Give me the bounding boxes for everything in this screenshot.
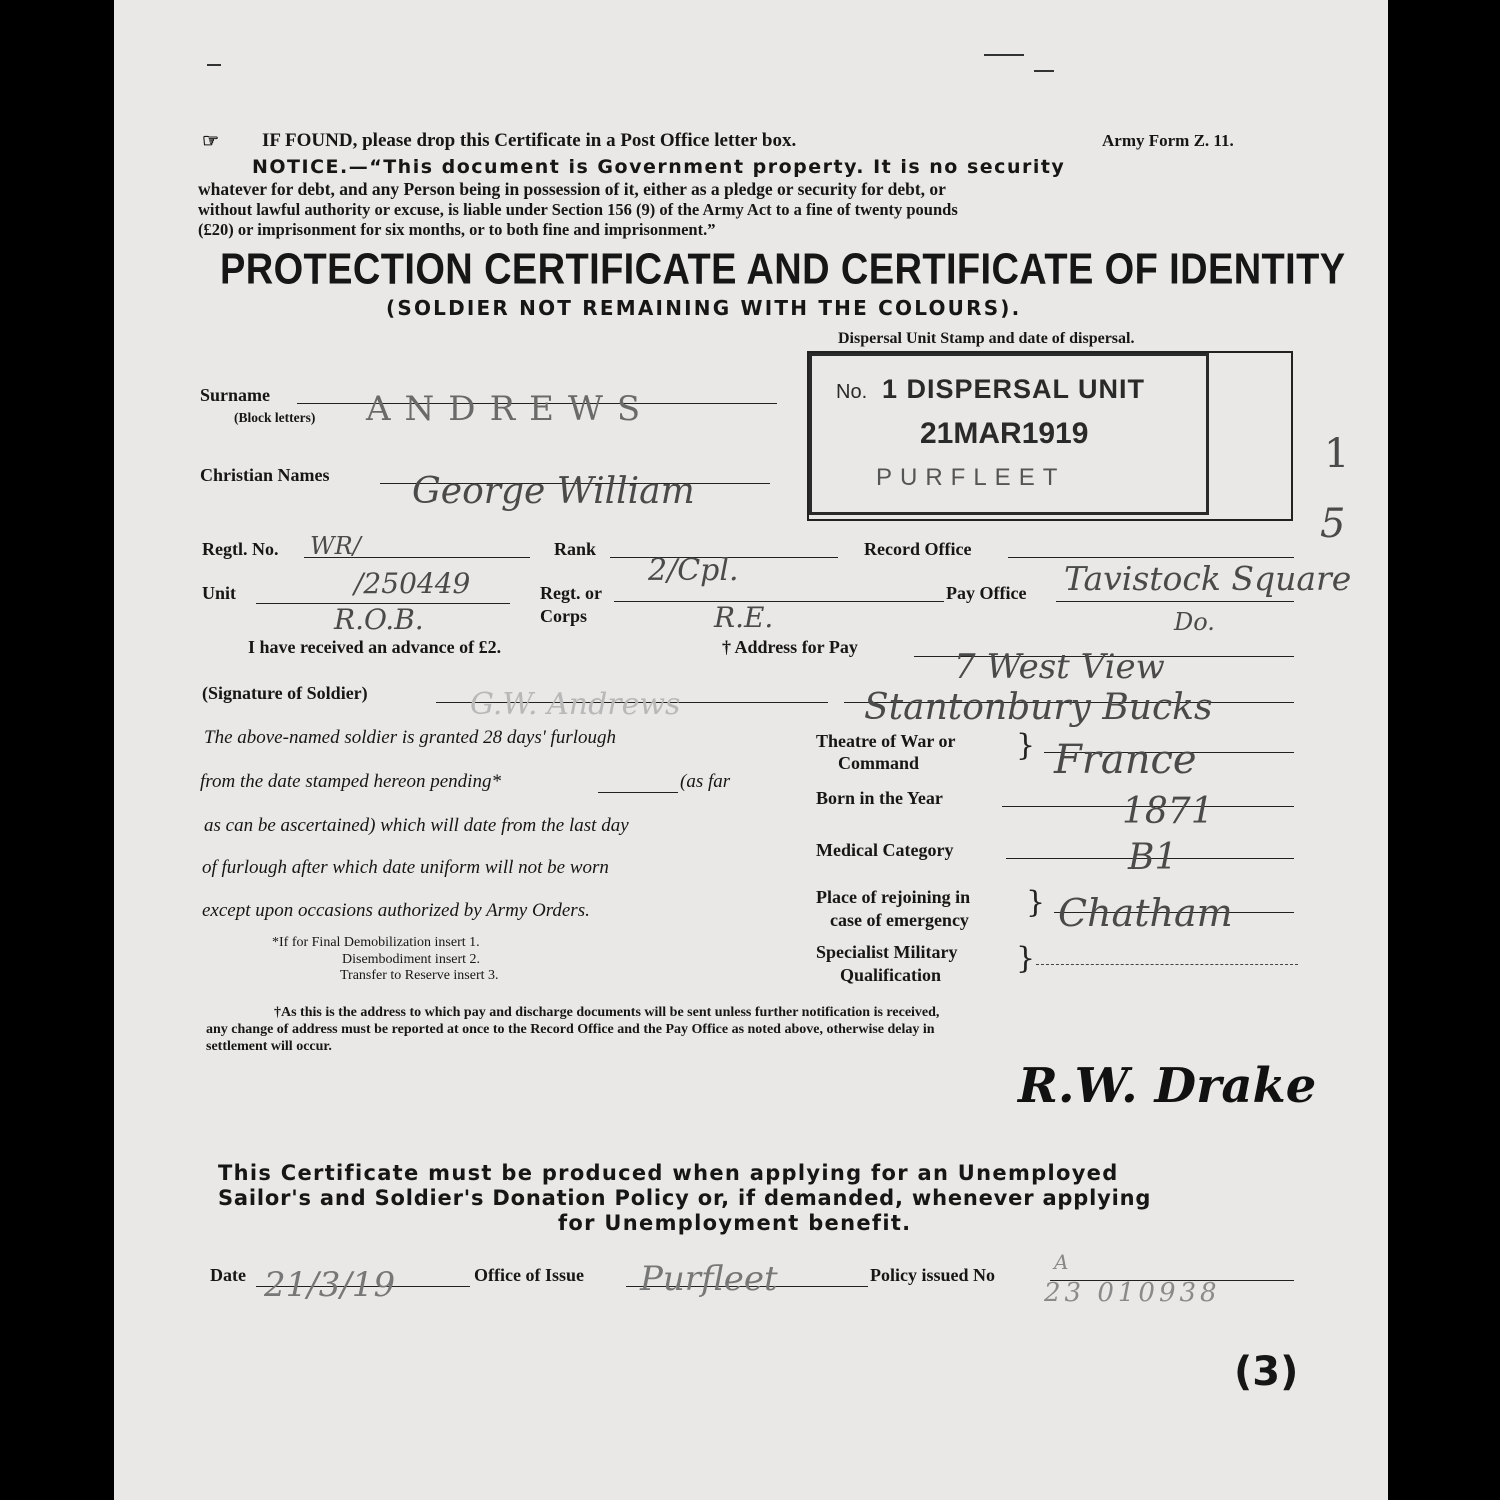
born-year-value: 1871: [1122, 791, 1214, 832]
stamp-place: PURFLEET: [876, 464, 1066, 491]
paper-mark: [207, 64, 221, 66]
signature-label: (Signature of Soldier): [202, 683, 368, 703]
margin-mark-bottom: 5: [1320, 501, 1346, 547]
certificate-page: [114, 0, 1388, 1500]
specialist-line: [1036, 964, 1298, 965]
notice-line-1: NOTICE.—“This document is Government property. It is no security: [252, 156, 1066, 178]
date-label: Date: [210, 1265, 246, 1285]
certificate-subtitle: (SOLDIER NOT REMAINING WITH THE COLOURS).: [386, 296, 1022, 320]
furlough-line-4: of furlough after which date uniform will not be worn: [202, 857, 609, 878]
pay-office-value: Do.: [1174, 608, 1215, 636]
pointing-hand-icon: ☞: [202, 130, 220, 152]
policy-notice-line-1: This Certificate must be produced when applying for an Unemployed: [218, 1161, 1119, 1185]
officer-signature: R.W. Drake: [1018, 1058, 1317, 1114]
furlough-line-2: from the date stamped hereon pending*: [200, 771, 501, 792]
specialist-label-1: Specialist Military: [816, 942, 958, 962]
surname-value: ANDREWS: [366, 389, 655, 429]
policy-notice-line-2: Sailor's and Soldier's Donation Policy or, if demanded, whenever applying: [218, 1186, 1152, 1210]
notice-line-2: whatever for debt, and any Person being in possession of it, either as a pledge or security for debt, or: [198, 179, 946, 199]
medical-category-value: B1: [1128, 837, 1178, 878]
soldier-signature-value: G.W. Andrews: [470, 687, 681, 722]
furlough-blank-line: [598, 792, 678, 793]
regt-line: [614, 601, 944, 602]
policy-number-value: 23 010938: [1044, 1278, 1221, 1308]
furlough-line-1: The above-named soldier is granted 28 days' furlough: [204, 727, 616, 748]
unit-value-2: R.O.B.: [334, 603, 424, 636]
address-value-1: 7 West View: [954, 647, 1165, 687]
christian-names-value: George William: [412, 471, 695, 512]
pay-office-label: Pay Office: [946, 583, 1027, 603]
office-of-issue-value: Purfleet: [640, 1259, 778, 1299]
pay-office-line: [1056, 601, 1294, 602]
medical-category-label: Medical Category: [816, 840, 954, 860]
furlough-line-5: except upon occasions authorized by Army Orders.: [202, 900, 590, 921]
record-office-label: Record Office: [864, 539, 972, 559]
rejoin-brace: }: [1026, 885, 1046, 920]
date-value: 21/3/19: [264, 1265, 396, 1305]
address-value-2: Stantonbury Bucks: [864, 687, 1213, 728]
furlough-note-1: *If for Final Demobilization insert 1.: [272, 935, 480, 950]
born-year-label: Born in the Year: [816, 788, 943, 808]
page-number: (3): [1234, 1349, 1299, 1395]
notice-line-4: (£20) or imprisonment for six months, or to both fine and imprisonment.”: [198, 220, 716, 239]
regt-value: R.E.: [714, 601, 774, 634]
rank-label: Rank: [554, 539, 597, 559]
address-note-line-3: settlement will occur.: [206, 1039, 332, 1054]
stamp-box: [807, 351, 1293, 521]
address-note-line-1: †As this is the address to which pay and discharge documents will be sent unless further notification is received,: [274, 1005, 940, 1020]
furlough-line-2b: (as far: [680, 771, 731, 792]
policy-prefix: A: [1054, 1250, 1069, 1274]
regtl-no-value: WR/: [310, 532, 361, 560]
theatre-label-1: Theatre of War or: [816, 731, 956, 751]
dispersal-unit-stamp: [809, 353, 1209, 515]
corps-label: Corps: [540, 606, 588, 626]
margin-mark-top: 1: [1324, 431, 1350, 477]
address-for-pay-label: † Address for Pay: [722, 637, 858, 657]
regt-or-label: Regt. or: [540, 583, 602, 603]
paper-mark: [984, 54, 1024, 56]
rank-value: 2/Cpl.: [648, 553, 739, 588]
advance-text: I have received an advance of £2.: [248, 637, 502, 657]
christian-names-label: Christian Names: [200, 465, 330, 485]
paper-mark: [1034, 70, 1054, 72]
stamp-date: 21MAR1919: [920, 417, 1089, 450]
unit-value-1: /250449: [354, 567, 471, 600]
furlough-line-3: as can be ascertained) which will date from the last day: [204, 815, 629, 836]
rejoin-value: Chatham: [1058, 891, 1233, 935]
stamp-caption: Dispersal Unit Stamp and date of dispersal.: [838, 330, 1135, 347]
policy-notice-line-3: for Unemployment benefit.: [558, 1211, 912, 1235]
theatre-value: France: [1054, 737, 1197, 783]
certificate-title: PROTECTION CERTIFICATE AND CERTIFICATE OF IDENTITY: [220, 245, 1346, 294]
specialist-label-2: Qualification: [840, 965, 942, 985]
furlough-note-3: Transfer to Reserve insert 3.: [340, 968, 499, 983]
policy-issued-label: Policy issued No: [870, 1265, 996, 1285]
unit-label: Unit: [202, 583, 237, 603]
furlough-note-2: Disembodiment insert 2.: [342, 952, 481, 967]
theatre-label-2: Command: [838, 753, 920, 773]
notice-line-3: without lawful authority or excuse, is liable under Section 156 (9) of the Army Act to a fine of twenty pounds: [198, 200, 958, 219]
surname-label: Surname: [200, 385, 271, 405]
army-form-number: Army Form Z. 11.: [1102, 131, 1234, 150]
specialist-brace: }: [1016, 941, 1036, 976]
theatre-brace: }: [1016, 728, 1036, 763]
surname-sublabel: (Block letters): [234, 410, 316, 425]
stamp-unit-name: 1 DISPERSAL UNIT: [882, 374, 1146, 404]
if-found-notice: IF FOUND, please drop this Certificate in a Post Office letter box.: [262, 130, 797, 151]
record-office-line: [1008, 557, 1294, 558]
stamp-number-prefix: No.: [836, 381, 868, 403]
rejoin-label-1: Place of rejoining in: [816, 887, 971, 907]
office-of-issue-label: Office of Issue: [474, 1265, 584, 1285]
record-office-value: Tavistock Square: [1064, 559, 1352, 598]
address-note-line-2: any change of address must be reported at once to the Record Office and the Pay Office as noted above, otherwise delay in: [206, 1022, 935, 1037]
rejoin-label-2: case of emergency: [830, 910, 969, 930]
regtl-no-label: Regtl. No.: [202, 539, 279, 559]
